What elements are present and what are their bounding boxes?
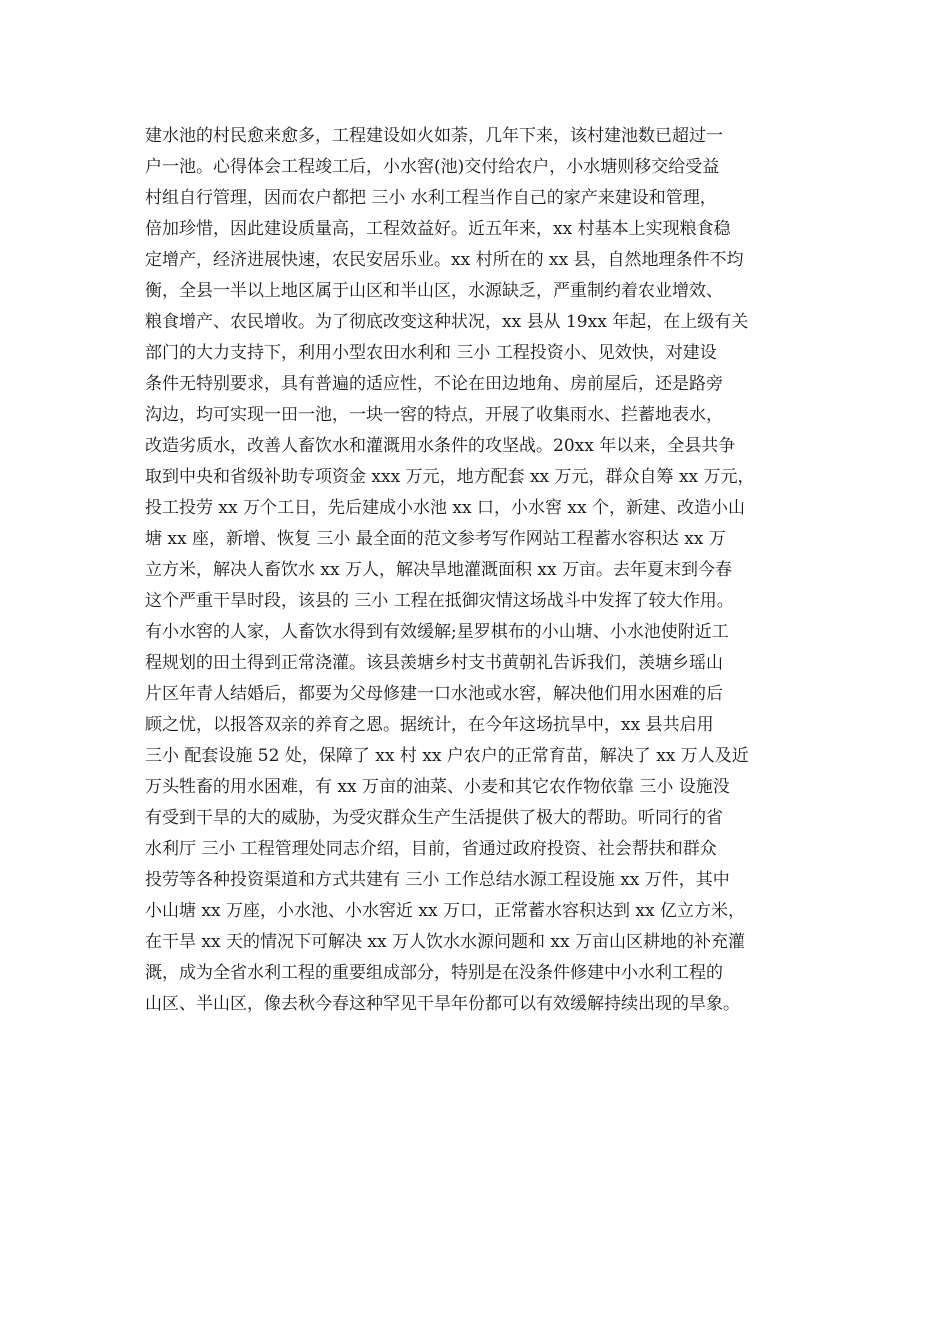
text-line: 有受到干旱的大的威胁，为受灾群众生产生活提供了极大的帮助。听同行的省 [145,808,723,828]
text-line: 山区、半山区，像去秋今春这种罕见干旱年份都可以有效缓解持续出现的旱象。 [145,994,740,1014]
text-line: 立方米，解决人畜饮水 xx 万人，解决旱地灌溉面积 xx 万亩。去年夏末到今春 [145,560,732,580]
text-line: 条件无特别要求，具有普遍的适应性，不论在田边地角、房前屋后，还是路旁 [145,374,723,394]
text-line: 顾之忧，以报答双亲的养育之恩。据统计，在今年这场抗旱中，xx 县共启用 [145,715,714,735]
text-line: 片区年青人结婚后，都要为父母修建一口水池或水窖，解决他们用水困难的后 [145,684,723,704]
text-line: 部门的大力支持下，利用小型农田水利和 三小 工程投资小、见效快，对建设 [145,343,717,363]
text-line: 衡，全县一半以上地区属于山区和半山区，水源缺乏，严重制约着农业增效、 [145,281,723,301]
text-line: 定增产，经济进展快速，农民安居乐业。xx 村所在的 xx 县，自然地理条件不均 [145,250,744,270]
text-line: 投工投劳 xx 万个工日，先后建成小水池 xx 口，小水窖 xx 个，新建、改造小山 [145,498,745,518]
text-line: 倍加珍惜，因此建设质量高，工程效益好。近五年来，xx 村基本上实现粮食稳 [145,219,731,239]
body-text [145,121,815,1020]
text-line: 这个严重干旱时段，该县的 三小 工程在抵御灾情这场战斗中发挥了较大作用。 [145,591,734,611]
text-line: 有小水窖的人家，人畜饮水得到有效缓解;星罗棋布的小山塘、小水池使附近工 [145,622,729,642]
text-line: 改造劣质水，改善人畜饮水和灌溉用水条件的攻坚战。20xx 年以来，全县共争 [145,436,736,456]
text-line: 取到中央和省级补助专项资金 xxx 万元，地方配套 xx 万元，群众自筹 xx 万元， [145,467,755,487]
text-line: 程规划的田土得到正常浇灌。该县羡塘乡村支书黄朝礼告诉我们，羡塘乡瑶山 [145,653,723,673]
text-line: 溉，成为全省水利工程的重要组成部分，特别是在没条件修建中小水利工程的 [145,963,723,983]
text-line: 粮食增产、农民增收。为了彻底改变这种状况，xx 县从 19xx 年起，在上级有关 [145,312,749,332]
text-line: 投劳等各种投资渠道和方式共建有 三小 工作总结水源工程设施 xx 万件，其中 [145,870,730,890]
text-line: 建水池的村民愈来愈多，工程建设如火如荼，几年下来，该村建池数已超过一 [145,126,723,146]
text-line: 小山塘 xx 万座，小水池、小水窖近 xx 万口，正常蓄水容积达到 xx 亿立方米， [145,901,745,921]
text-line: 三小 配套设施 52 处，保障了 xx 村 xx 户农户的正常育苗，解决了 xx 万人及近 [145,746,749,766]
text-line: 沟边，均可实现一田一池，一块一窖的特点，开展了收集雨水、拦蓄地表水， [145,405,723,425]
text-line: 村组自行管理，因而农户都把 三小 水利工程当作自己的家产来建设和管理， [145,188,717,208]
text-line: 万头牲畜的用水困难，有 xx 万亩的油菜、小麦和其它农作物依靠 三小 设施没 [145,777,730,797]
text-line: 在干旱 xx 天的情况下可解决 xx 万人饮水水源问题和 xx 万亩山区耕地的补充灌 [145,932,745,952]
text-line: 塘 xx 座，新增、恢复 三小 最全面的范文参考写作网站工程蓄水容积达 xx 万 [145,529,726,549]
text-line: 户一池。心得体会工程竣工后，小水窖(池)交付给农户，小水塘则移交给受益 [145,157,720,177]
text-line: 水利厅 三小 工程管理处同志介绍，目前，省通过政府投资、社会帮扶和群众 [145,839,717,859]
